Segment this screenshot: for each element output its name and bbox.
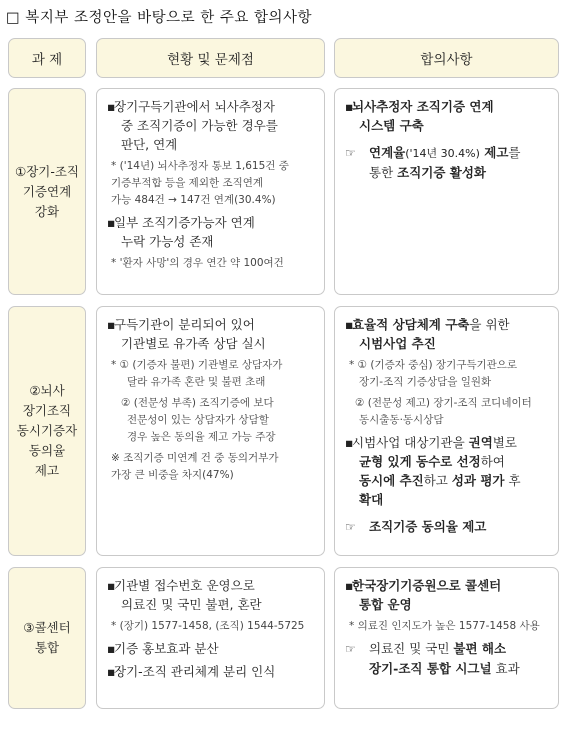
task-cell-2: ②뇌사 장기조직 동시기증자 동의율 제고 [8, 306, 86, 556]
header-status: 현황 및 문제점 [96, 38, 325, 78]
status-cell-3: ▪기관별 접수번호 운영으로 의료진 및 국민 불편, 혼란 * (장기) 1577-1458, (조직) 1544-5725 ▪기증 홍보효과 분산 ▪장기-조직 관리체계 분리 인식 [96, 567, 325, 709]
status-cell-2: ▪구득기관이 분리되어 있어 기관별로 유가족 상담 실시 * ① (기증자 불편) 기관별로 상담자가 달라 유가족 혼란 및 불편 초래 ② (전문성 부족) 조직기증에 보다 전문성이 있는 상담자가 상담할 경우 높은 동의율 제고 가능 주장 ※ 조직기증 미연계 건 중 동의거부가 가장 큰 비중을 차지(47%) [96, 306, 325, 556]
header-task: 과 제 [8, 38, 86, 78]
pointing-hand-icon: ☞ [345, 520, 356, 534]
agreement-cell-1: ▪뇌사추정자 조직기증 연계 시스템 구축 ☞ 연계율('14년 30.4%) 제고를 통한 조직기증 활성화 [334, 88, 559, 295]
agreement-cell-3: ▪한국장기기증원으로 콜센터 통합 운영 * 의료진 인지도가 높은 1577-1458 사용 ☞ 의료진 및 국민 불편 해소 장기-조직 통합 시그널 효과 [334, 567, 559, 709]
header-agreement: 합의사항 [334, 38, 559, 78]
agreement-cell-2: ▪효율적 상담체계 구축을 위한 시범사업 추진 * ① (기증자 중심) 장기구득기관으로 장기-조직 기증상담을 일원화 ② (전문성 제고) 장기-조직 코디네이터 동시출동·동시상담 ▪시범사업 대상기관을 권역별로 균형 있게 동수로 선정하여 동시에 추진하고 성과 평가 후 확대 ☞ 조직기증 동의율 제고 [334, 306, 559, 556]
task-cell-3: ③콜센터 통합 [8, 567, 86, 709]
pointing-hand-icon: ☞ [345, 642, 356, 656]
page-title: □ 복지부 조정안을 바탕으로 한 주요 합의사항 [6, 10, 312, 26]
status-cell-1: ▪장기구득기관에서 뇌사추정자 중 조직기증이 가능한 경우를 판단, 연계 * ('14년) 뇌사추정자 통보 1,615건 중 기증부적합 등을 제외한 조직연계 가능 484건 → 147건 연계(30.4%) ▪일부 조직기증가능자 연계 누락 가능성 존재 * '환자 사망'의 경우 연간 약 100여건 [96, 88, 325, 295]
pointing-hand-icon: ☞ [345, 146, 356, 160]
task-cell-1: ①장기-조직 기증연계 강화 [8, 88, 86, 295]
